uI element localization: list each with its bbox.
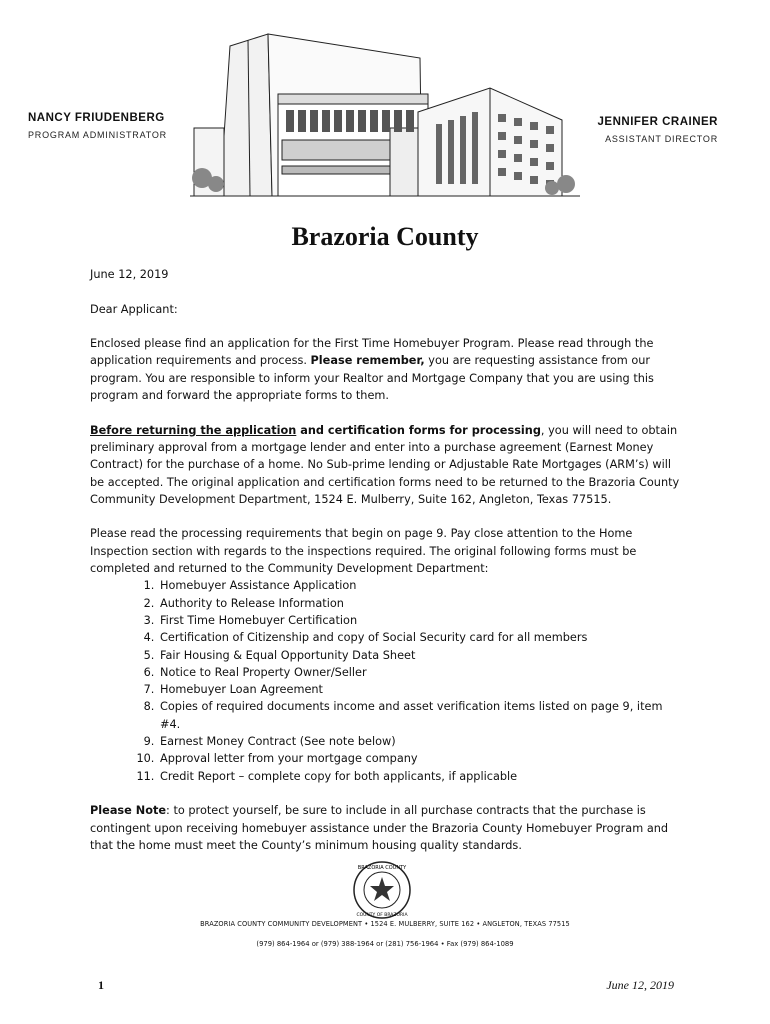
- list-item: 9. Earnest Money Contract (See note below): [158, 733, 686, 750]
- list-item: 2. Authority to Release Information: [158, 595, 686, 612]
- list-item: 1. Homebuyer Assistance Application: [158, 577, 686, 594]
- list-item: 5. Fair Housing & Equal Opportunity Data Sheet: [158, 647, 686, 664]
- header-right: [598, 116, 718, 144]
- paragraph-processing: Please read the processing requirements that begin on page 9. Pay close attention to the Home Inspection section with regards to the inspections required. The original following forms must be completed and returned to the Community Development Department:: [90, 527, 637, 576]
- list-item: 4. Certification of Citizenship and copy of Social Security card for all members: [158, 629, 686, 646]
- footer-phones: (979) 864-1964 or (979) 388-1964 or (281) 756-1964 • Fax (979) 864-1089: [256, 940, 514, 948]
- administrator-name: NANCY FRIUDENBERG: [28, 112, 165, 124]
- building-illustration: [190, 28, 580, 204]
- salutation: Dear Applicant:: [90, 302, 178, 316]
- assistant-director-name: JENNIFER CRAINER: [597, 116, 718, 128]
- paragraph-note: Please Note: to protect yourself, be sure to include in all purchase contracts that the purchase is contingent upon receiving homebuyer assistance under the Brazoria County Homebuyer Program and that the home must meet the County’s minimum housing quality standards.: [90, 804, 669, 852]
- required-forms-list: [90, 577, 686, 785]
- assistant-director-title: ASSISTANT DIRECTOR: [605, 134, 718, 144]
- list-item: 6. Notice to Real Property Owner/Seller: [158, 664, 686, 681]
- list-item: 3. First Time Homebuyer Certification: [158, 612, 686, 629]
- list-item: 8. Copies of required documents income and asset verification items listed on page 9, item #4.: [158, 698, 686, 733]
- page-number: 1: [98, 978, 104, 992]
- seal-bottom-text: COUNTY OF BRAZORIA: [356, 913, 408, 918]
- list-item: 11. Credit Report – complete copy for both applicants, if applicable: [158, 768, 686, 785]
- paragraph-before-returning: Before returning the application and certification forms for processing, you will need to obtain preliminary approval from a mortgage lender and enter into a purchase agreement (Earnest Money Contract) for the purchase of a home. No Sub-prime lending or Adjustable Rate Mortgages (ARM’s) will be accepted. The original application and certification forms need to be returned to the Brazoria County Community Development Department, 1524 E. Mulberry, Suite 162, Angleton, Texas 77515.: [90, 423, 680, 506]
- county-seal-icon: [351, 860, 413, 920]
- list-item: 7. Homebuyer Loan Agreement: [158, 681, 686, 698]
- letter-body: [90, 266, 686, 871]
- header-left: [28, 112, 167, 140]
- administrator-title: PROGRAM ADMINISTRATOR: [28, 130, 167, 140]
- list-item: 10. Approval letter from your mortgage company: [158, 750, 686, 767]
- footer-address: BRAZORIA COUNTY COMMUNITY DEVELOPMENT • 1524 E. MULBERRY, SUITE 162 • ANGLETON, TEXAS 77515: [200, 920, 570, 928]
- seal-top-text: BRAZORIA COUNTY: [357, 865, 407, 871]
- county-title: Brazoria County: [291, 222, 479, 251]
- letter-date: June 12, 2019: [90, 268, 169, 281]
- page-date: June 12, 2019: [606, 978, 674, 992]
- paragraph-intro: Enclosed please find an application for the First Time Homebuyer Program. Please read through the application requirements and process. Please remember, you are requesting assistance from our program. You are responsible to inform your Realtor and Mortgage Company that you are using this program and forward the appropriate forms to them.: [90, 337, 654, 403]
